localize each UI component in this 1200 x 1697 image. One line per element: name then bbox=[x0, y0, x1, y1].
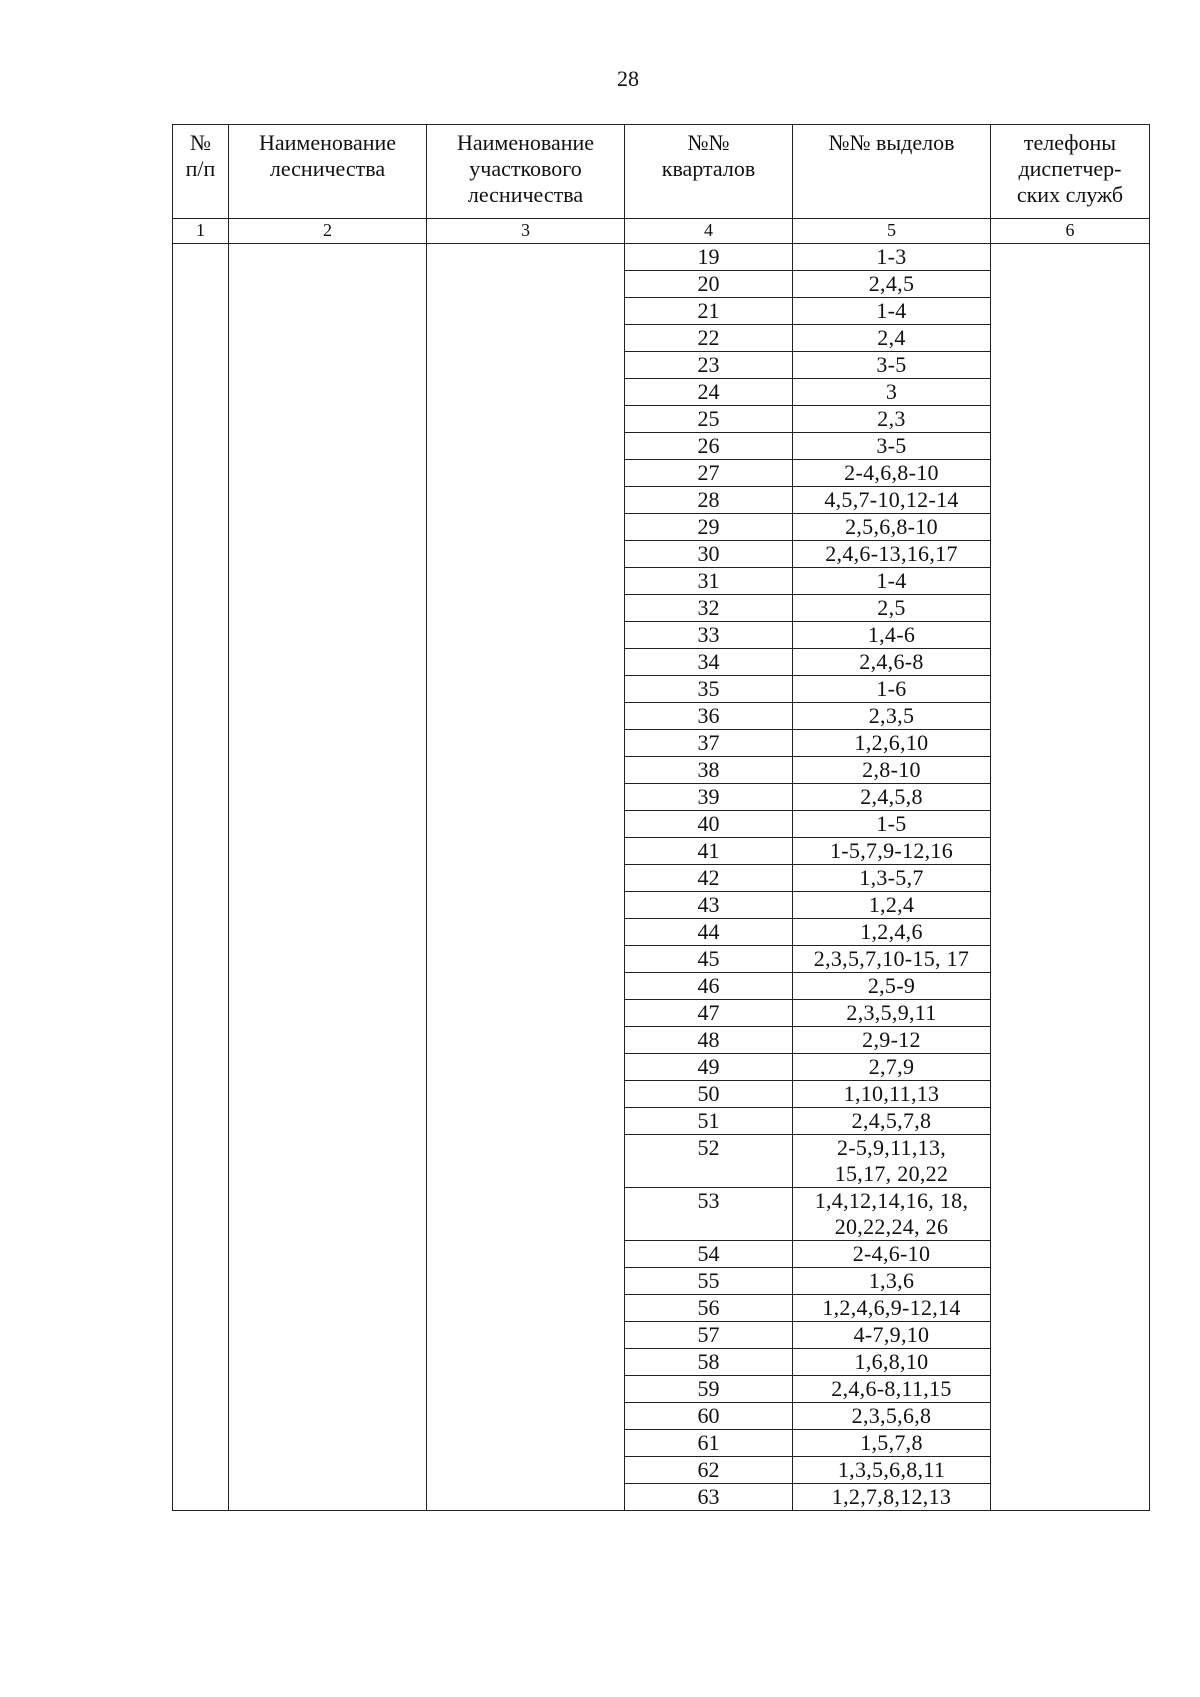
vydely-cell: 2,8-10 bbox=[793, 757, 991, 784]
vydely-cell: 2,7,9 bbox=[793, 1054, 991, 1081]
kvartal-cell: 63 bbox=[625, 1484, 793, 1511]
kvartal-cell: 35 bbox=[625, 676, 793, 703]
vydely-cell: 4-7,9,10 bbox=[793, 1322, 991, 1349]
col-telefony-cell bbox=[991, 244, 1150, 1511]
kvartal-cell: 62 bbox=[625, 1457, 793, 1484]
vydely-cell: 1,4-6 bbox=[793, 622, 991, 649]
kvartal-cell: 24 bbox=[625, 379, 793, 406]
header-text-line: п/п bbox=[185, 156, 216, 181]
kvartal-cell: 56 bbox=[625, 1295, 793, 1322]
column-number: 1 bbox=[173, 219, 229, 244]
vydely-cell: 3 bbox=[793, 379, 991, 406]
header-cell bbox=[173, 125, 229, 219]
header-text-line: № bbox=[190, 130, 211, 155]
header-cell bbox=[991, 125, 1150, 219]
kvartal-cell: 37 bbox=[625, 730, 793, 757]
vydely-cell: 1,2,4 bbox=[793, 892, 991, 919]
page-number: 28 bbox=[617, 66, 639, 91]
vydely-cell: 2,5-9 bbox=[793, 973, 991, 1000]
kvartal-cell: 43 bbox=[625, 892, 793, 919]
vydely-cell: 2-4,6-10 bbox=[793, 1241, 991, 1268]
kvartal-cell: 54 bbox=[625, 1241, 793, 1268]
kvartal-cell: 46 bbox=[625, 973, 793, 1000]
vydely-cell: 2,4,6-8,11,15 bbox=[793, 1376, 991, 1403]
vydely-cell: 2,4,5,7,8 bbox=[793, 1108, 991, 1135]
header-text-line: кварталов bbox=[661, 156, 756, 181]
vydely-cell: 2,9-12 bbox=[793, 1027, 991, 1054]
vydely-cell: 1,3-5,7 bbox=[793, 865, 991, 892]
header-text-line: Наименование bbox=[258, 130, 397, 155]
vydely-cell: 2,5 bbox=[793, 595, 991, 622]
kvartal-cell: 55 bbox=[625, 1268, 793, 1295]
kvartal-cell: 59 bbox=[625, 1376, 793, 1403]
header-text-line: №№ выделов bbox=[828, 130, 955, 155]
vydely-cell: 1-5 bbox=[793, 811, 991, 838]
vydely-cell: 1,6,8,10 bbox=[793, 1349, 991, 1376]
kvartal-cell: 60 bbox=[625, 1403, 793, 1430]
kvartal-cell: 49 bbox=[625, 1054, 793, 1081]
kvartal-cell: 51 bbox=[625, 1108, 793, 1135]
table-row bbox=[173, 244, 1150, 271]
header-text-line: Наименование bbox=[456, 130, 595, 155]
kvartal-cell: 44 bbox=[625, 919, 793, 946]
header-cell bbox=[625, 125, 793, 219]
kvartal-cell: 34 bbox=[625, 649, 793, 676]
vydely-cell: 2,4,6-13,16,17 bbox=[793, 541, 991, 568]
kvartal-cell: 47 bbox=[625, 1000, 793, 1027]
col-pp-cell bbox=[173, 244, 229, 1511]
col-lesnichestvo-cell bbox=[229, 244, 427, 1511]
vydely-cell: 2-5,9,11,13, 15,17, 20,22 bbox=[793, 1135, 991, 1188]
kvartal-cell: 39 bbox=[625, 784, 793, 811]
kvartal-cell: 33 bbox=[625, 622, 793, 649]
kvartal-cell: 45 bbox=[625, 946, 793, 973]
vydely-cell: 1,2,7,8,12,13 bbox=[793, 1484, 991, 1511]
vydely-cell: 1,3,6 bbox=[793, 1268, 991, 1295]
vydely-cell: 1,3,5,6,8,11 bbox=[793, 1457, 991, 1484]
column-number-row bbox=[173, 219, 1150, 244]
vydely-cell: 1-4 bbox=[793, 568, 991, 595]
vydely-cell: 1-6 bbox=[793, 676, 991, 703]
vydely-cell: 2,4,6-8 bbox=[793, 649, 991, 676]
kvartal-cell: 57 bbox=[625, 1322, 793, 1349]
header-cell bbox=[229, 125, 427, 219]
vydely-cell: 2,4,5,8 bbox=[793, 784, 991, 811]
kvartal-cell: 41 bbox=[625, 838, 793, 865]
header-text-line: ских служб bbox=[1016, 182, 1124, 207]
column-number: 3 bbox=[427, 219, 625, 244]
column-number: 2 bbox=[229, 219, 427, 244]
vydely-cell: 4,5,7-10,12-14 bbox=[793, 487, 991, 514]
forest-quarters-table bbox=[172, 124, 1150, 1511]
vydely-cell: 1,4,12,14,16, 18, 20,22,24, 26 bbox=[793, 1188, 991, 1241]
vydely-cell: 2,4 bbox=[793, 325, 991, 352]
vydely-cell: 1,5,7,8 bbox=[793, 1430, 991, 1457]
col-uch-lesnichestvo-cell bbox=[427, 244, 625, 1511]
kvartal-cell: 23 bbox=[625, 352, 793, 379]
kvartal-cell: 50 bbox=[625, 1081, 793, 1108]
kvartal-cell: 21 bbox=[625, 298, 793, 325]
kvartal-cell: 48 bbox=[625, 1027, 793, 1054]
kvartal-cell: 42 bbox=[625, 865, 793, 892]
vydely-cell: 2,3,5,6,8 bbox=[793, 1403, 991, 1430]
header-cell bbox=[793, 125, 991, 219]
kvartal-cell: 25 bbox=[625, 406, 793, 433]
kvartal-cell: 19 bbox=[625, 244, 793, 271]
vydely-cell: 2,5,6,8-10 bbox=[793, 514, 991, 541]
kvartal-cell: 28 bbox=[625, 487, 793, 514]
kvartal-cell: 31 bbox=[625, 568, 793, 595]
kvartal-cell: 26 bbox=[625, 433, 793, 460]
vydely-cell: 1,2,4,6 bbox=[793, 919, 991, 946]
kvartal-cell: 20 bbox=[625, 271, 793, 298]
header-row bbox=[173, 125, 1150, 219]
kvartal-cell: 22 bbox=[625, 325, 793, 352]
header-text-line: №№ bbox=[687, 130, 730, 155]
vydely-cell: 1-5,7,9-12,16 bbox=[793, 838, 991, 865]
vydely-cell: 2,3,5,9,11 bbox=[793, 1000, 991, 1027]
kvartal-cell: 30 bbox=[625, 541, 793, 568]
header-text-line: участкового bbox=[469, 156, 582, 181]
kvartal-cell: 52 bbox=[625, 1135, 793, 1188]
header-text-line: лесничества bbox=[269, 156, 386, 181]
vydely-cell: 1-3 bbox=[793, 244, 991, 271]
column-number: 6 bbox=[991, 219, 1150, 244]
header-cell bbox=[427, 125, 625, 219]
kvartal-cell: 58 bbox=[625, 1349, 793, 1376]
kvartal-cell: 53 bbox=[625, 1188, 793, 1241]
kvartal-cell: 27 bbox=[625, 460, 793, 487]
column-number: 5 bbox=[793, 219, 991, 244]
vydely-cell: 2,3 bbox=[793, 406, 991, 433]
kvartal-cell: 29 bbox=[625, 514, 793, 541]
vydely-cell: 2,4,5 bbox=[793, 271, 991, 298]
vydely-cell: 1,2,4,6,9-12,14 bbox=[793, 1295, 991, 1322]
kvartal-cell: 61 bbox=[625, 1430, 793, 1457]
vydely-cell: 2,3,5,7,10-15, 17 bbox=[793, 946, 991, 973]
header-text-line: диспетчер- bbox=[1018, 156, 1122, 181]
vydely-cell: 2,3,5 bbox=[793, 703, 991, 730]
kvartal-cell: 36 bbox=[625, 703, 793, 730]
kvartal-cell: 38 bbox=[625, 757, 793, 784]
column-number: 4 bbox=[625, 219, 793, 244]
header-text-line: телефоны bbox=[1023, 130, 1117, 155]
vydely-cell: 1,2,6,10 bbox=[793, 730, 991, 757]
kvartal-cell: 32 bbox=[625, 595, 793, 622]
header-text-line: лесничества bbox=[467, 182, 584, 207]
vydely-cell: 1-4 bbox=[793, 298, 991, 325]
table-body bbox=[173, 244, 1150, 1511]
kvartal-cell: 40 bbox=[625, 811, 793, 838]
vydely-cell: 2-4,6,8-10 bbox=[793, 460, 991, 487]
vydely-cell: 3-5 bbox=[793, 433, 991, 460]
vydely-cell: 3-5 bbox=[793, 352, 991, 379]
vydely-cell: 1,10,11,13 bbox=[793, 1081, 991, 1108]
